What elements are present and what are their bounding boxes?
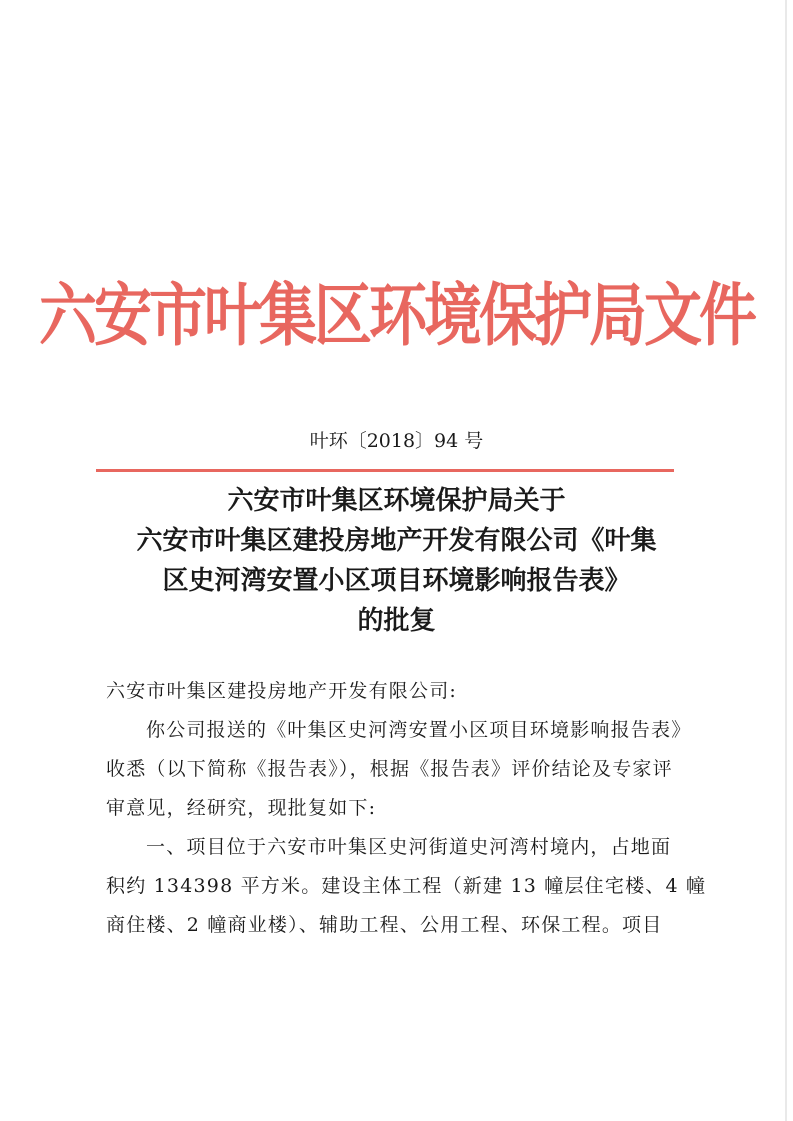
- title-line-3: 区史河湾安置小区项目环境影响报告表》: [162, 566, 631, 596]
- document-title: [60, 481, 733, 641]
- title-line-2: 六安市叶集区建投房地产开发有限公司《叶集: [136, 526, 657, 556]
- document-masthead: 六安市叶集区环境保护局文件: [38, 275, 754, 356]
- body-line-3: 审意见，经研究，现批复如下:: [106, 797, 377, 819]
- document-number: 叶环〔2018〕94 号: [309, 430, 484, 452]
- header-red-divider: [96, 469, 674, 472]
- body-line-4: 一、项目位于六安市叶集区史河街道史河湾村境内，占地面: [146, 836, 672, 858]
- body-line-2: 收悉（以下简称《报告表》），根据《报告表》评价结论及专家评: [106, 758, 673, 780]
- title-line-4: 的批复: [357, 606, 436, 636]
- body-line-1: 你公司报送的《叶集区史河湾安置小区项目环境影响报告表》: [146, 719, 692, 741]
- body-line-6: 商住楼、2 幢商业楼）、辅助工程、公用工程、环保工程。项目: [106, 914, 663, 936]
- document-body: [106, 672, 706, 945]
- body-line-5: 积约 134398 平方米。建设主体工程（新建 13 幢层住宅楼、4 幢: [106, 875, 707, 897]
- scan-edge: [785, 0, 787, 1121]
- title-line-1: 六安市叶集区环境保护局关于: [227, 486, 566, 516]
- addressee-line: 六安市叶集区建投房地产开发有限公司:: [106, 680, 458, 702]
